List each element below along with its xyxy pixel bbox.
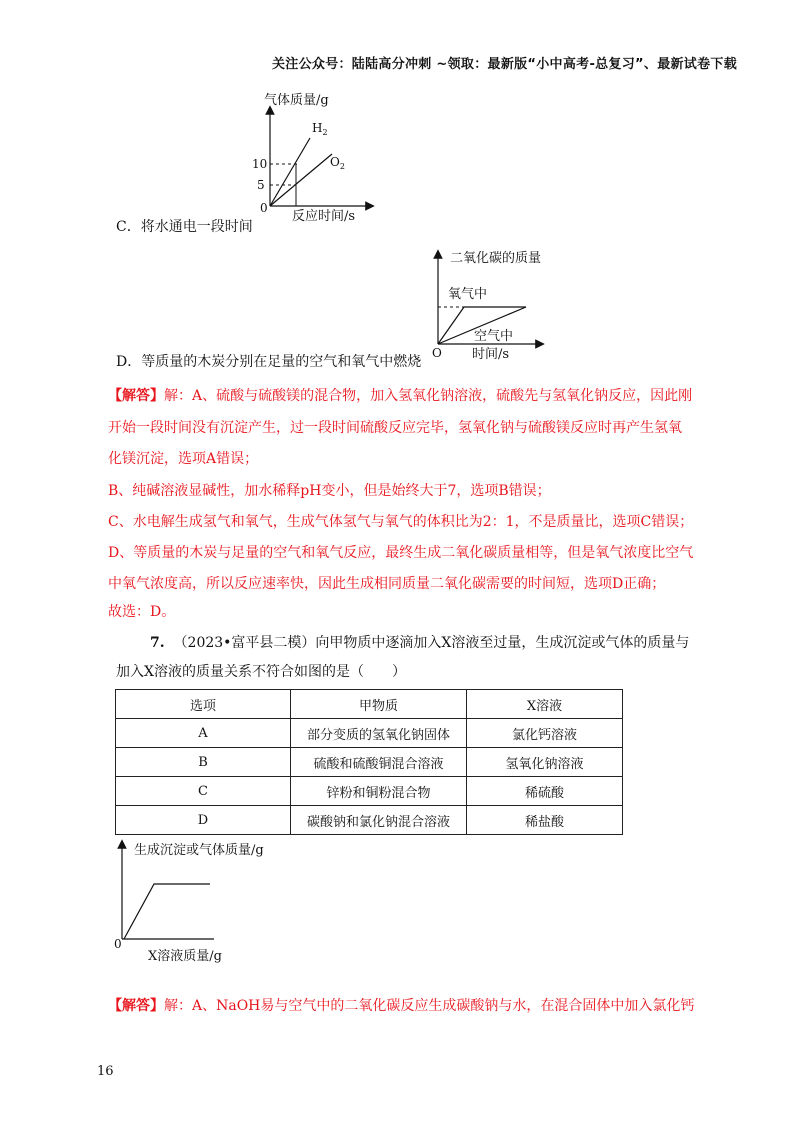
chart-c-xlabel: 反应时间/s <box>292 209 356 224</box>
chart-d-oxygen-label: 氧气中 <box>448 287 488 302</box>
chart-c-water-electrolysis <box>240 88 380 228</box>
options-table <box>115 689 623 835</box>
chart-c-tick-5: 5 <box>257 178 265 192</box>
page-number: 16 <box>97 1064 114 1079</box>
answer7-line1: 【解答】解：A、NaOH易与空气中的二氧化碳反应生成碳酸钠与水，在混合固体中加入氯化钙 <box>108 998 695 1014</box>
question7-line1: 7. （2023•富平县二模）向甲物质中逐滴加入X溶液至过量，生成沉淀或气体的质量与 <box>150 635 690 651</box>
table-header: 甲物质 <box>291 690 467 719</box>
table-cell: C <box>116 777 291 806</box>
chart-d-air-label: 空气中 <box>474 329 514 344</box>
table-cell: 锌粉和铜粉混合物 <box>291 777 467 806</box>
table-cell: 硫酸和硫酸铜混合溶液 <box>291 748 467 777</box>
table-row <box>116 719 623 748</box>
chart-d-xlabel: 时间/s <box>472 347 510 362</box>
table-header-row <box>116 690 623 719</box>
table-cell: A <box>116 719 291 748</box>
chart-q7-origin: 0 <box>114 937 122 951</box>
chart-q7-xlabel: X溶液质量/g <box>148 949 222 964</box>
chart-d-carbon-combustion <box>422 244 552 366</box>
table-cell: B <box>116 748 291 777</box>
chart-c-tick-10: 10 <box>252 157 268 171</box>
table-cell: 部分变质的氢氧化钠固体 <box>291 719 467 748</box>
table-cell: 碳酸钠和氯化钠混合溶液 <box>291 806 467 835</box>
option-d-text: D．等质量的木炭分别在足量的空气和氧气中燃烧 <box>116 354 422 370</box>
chart-q7-ylabel: 生成沉淀或气体质量/g <box>134 843 264 858</box>
table-cell: 氢氧化钠溶液 <box>467 748 623 777</box>
chart-c-ylabel: 气体质量/g <box>264 93 329 108</box>
table-row <box>116 777 623 806</box>
answer6-line7: 中氧气浓度高，所以反应速率快，因此生成相同质量二氧化碳需要的时间短，选项D正确； <box>108 576 666 592</box>
chart-d-ylabel: 二氧化碳的质量 <box>450 251 542 266</box>
table-header: 选项 <box>116 690 291 719</box>
answer6-line8: 故选：D。 <box>108 604 176 620</box>
answer6-line3: 化镁沉淀，选项A错误； <box>108 451 259 467</box>
table-row <box>116 748 623 777</box>
chart-q7-precipitate <box>110 836 300 968</box>
table-cell: 稀盐酸 <box>467 806 623 835</box>
table-cell: 稀硫酸 <box>467 777 623 806</box>
chart-c-o2-line <box>270 154 332 206</box>
chart-c-origin: 0 <box>260 201 268 215</box>
chart-c-o2-label: $O_2$ <box>330 155 345 171</box>
answer6-line4: B、纯碱溶液显碱性，加水稀释pH变小，但是始终大于7，选项B错误； <box>108 483 551 499</box>
question7-line2: 加入X溶液的质量关系不符合如图的是（ ） <box>116 664 406 680</box>
answer6-line1: 【解答】解：A、硫酸与硫酸镁的混合物，加入氢氧化钠溶液，硫酸先与氢氧化钠反应，因此刚 <box>108 388 693 404</box>
option-c-text: C．将水通电一段时间 <box>116 219 253 235</box>
answer6-line5: C、水电解生成氢气和氧气，生成气体氢气与氧气的体积比为2：1，不是质量比，选项C错误； <box>108 514 694 530</box>
answer6-line6: D、等质量的木炭与足量的空气和氧气反应，最终生成二氧化碳质量相等，但是氧气浓度比空气 <box>108 545 694 561</box>
chart-d-origin: O <box>432 346 442 360</box>
chart-c-h2-label: $H_2$ <box>312 121 328 137</box>
chart-c-h2-line <box>270 138 310 206</box>
table-cell: D <box>116 806 291 835</box>
page-header: 关注公众号：陆陆高分冲刺 ~领取：最新版“小中高考-总复习”、最新试卷下载 <box>272 57 738 72</box>
chart-q7-curve <box>124 884 210 939</box>
answer6-line2: 开始一段时间没有沉淀产生，过一段时间硫酸反应完毕，氢氧化钠与硫酸镁反应时再产生氢氧 <box>108 420 682 436</box>
table-row <box>116 806 623 835</box>
table-header: X溶液 <box>467 690 623 719</box>
table-cell: 氯化钙溶液 <box>467 719 623 748</box>
